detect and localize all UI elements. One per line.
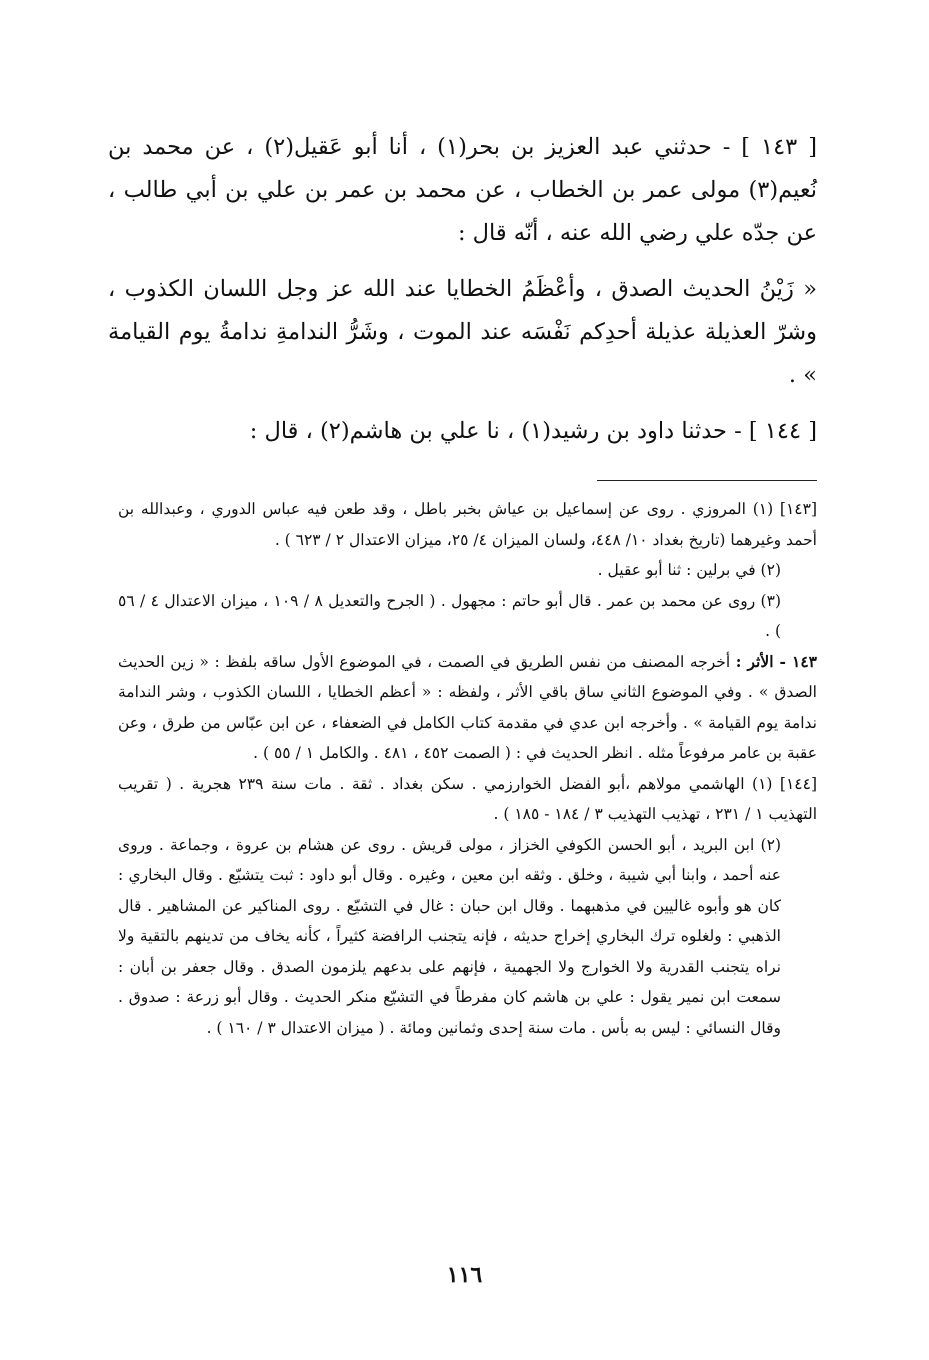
footnotes: [118, 494, 817, 1043]
athar-143-quote: « زَيْنُ الحديث الصدق ، وأعْظَمُ الخطايا عند الله عز وجل اللسان الكذوب ، وشرّ العذيلة عذيلة أحدِكم نَفْسَه عند الموت ، وشَرُّ الندامةِ ندامةُ يوم القيامة » .: [108, 276, 817, 388]
page-number: ١١٦: [446, 1262, 483, 1288]
footnote-separator: [597, 480, 817, 481]
footnote-143-3: (٣) روى عن محمد بن عمر . قال أبو حاتم : مجهول . ( الجرح والتعديل ٨ / ١٠٩ ، ميزان الاعتدال ٤ / ٥٦ ) .: [118, 591, 781, 640]
footnote-143-1: [١٤٣] (١) المروزي . روى عن إسماعيل بن عياش بخبر باطل ، وقد طعن فيه عباس الدوري ، وعبدالله بن أحمد وغيرهما (تاريخ بغداد ١٠/ ٤٤٨، ولسان الميزان ٤/ ٢٥، ميزان الاعتدال ٢ / ٦٢٣ ) .: [118, 500, 817, 549]
athar-label: ١٤٣ - الأثر :: [735, 651, 817, 671]
footnote-143-2: (٢) في برلين : ثنا أبو عقيل .: [597, 561, 781, 579]
athar-text: أخرجه المصنف من نفس الطريق في الصمت ، في الموضوع الأول ساقه بلفظ : « زين الحديث الصدق » . وفي الموضوع الثاني ساق باقي الأثر ، ولفظه : « أعظم الخطايا ، اللسان الكذوب ، وشر الندامة ندامة يوم القيامة » . وأخرجه ابن عدي في مقدمة كتاب الكامل في الضعفاء ، عن ابن عبّاس من طرق ، وعن عقبة بن عامر مرفوعاً مثله . انظر الحديث في : ( الصمت ٤٥٢ ، ٤٨١ . والكامل ١ / ٥٥ ) .: [118, 652, 817, 762]
hadith-144-paragraph: [ ١٤٤ ] - حدثنا داود بن رشيد(١) ، نا علي بن هاشم(٢) ، قال :: [249, 418, 817, 444]
hadith-143-paragraph: [ ١٤٣ ] - حدثني عبد العزيز بن بحر(١) ، أنا أبو عَقيل(٢) ، عن محمد بن نُعيم(٣) مولى عمر بن الخطاب ، عن محمد بن عمر بن علي بن أبي طالب ، عن جدّه علي رضي الله عنه ، أنّه قال :: [108, 134, 817, 246]
footnote-144-2: (٢) ابن البريد ، أبو الحسن الكوفي الخزاز ، مولى قريش . روى عن هشام بن عروة ، وجماعة . وروى عنه أحمد ، وابنا أبي شيبة ، وخلق . وثقه ابن معين ، وغيره . وقال أبو داود : ثبت يتشيّع . وقال البخاري : كان هو وأبوه غاليين في مذهبهما . وقال ابن حبان : غال في التشيّع . روى المناكير عن المشاهير . قال الذهبي : ولغلوه ترك البخاري إخراج حديثه ، فإنه يتجنب الرافضة كثيراً ، كأنه يخاف من تدينهم بالتقية ولا نراه يتجنب القدرية ولا الخوارج ولا الجهمية ، فإنهم على بدعهم يلزمون الصدق . وقال جعفر بن أبان : سمعت ابن نمير يقول : علي بن هاشم كان مفرطاً في التشيّع منكر الحديث . وقال أبو زرعة : صدوق . وقال النسائي : ليس به بأس . مات سنة إحدى وثمانين ومائة . ( ميزان الاعتدال ٣ / ١٦٠ ) .: [118, 835, 781, 1037]
footnote-athar-143: [118, 647, 817, 769]
main-text: [108, 126, 817, 466]
footnote-144-1: [١٤٤] (١) الهاشمي مولاهم ،أبو الفضل الخوارزمي . سكن بغداد . ثقة . مات سنة ٢٣٩ هجرية . ( تقريب التهذيب ١ / ٢٣١ ، تهذيب التهذيب ٣ / ١٨٤ - ١٨٥ ) .: [118, 774, 818, 823]
